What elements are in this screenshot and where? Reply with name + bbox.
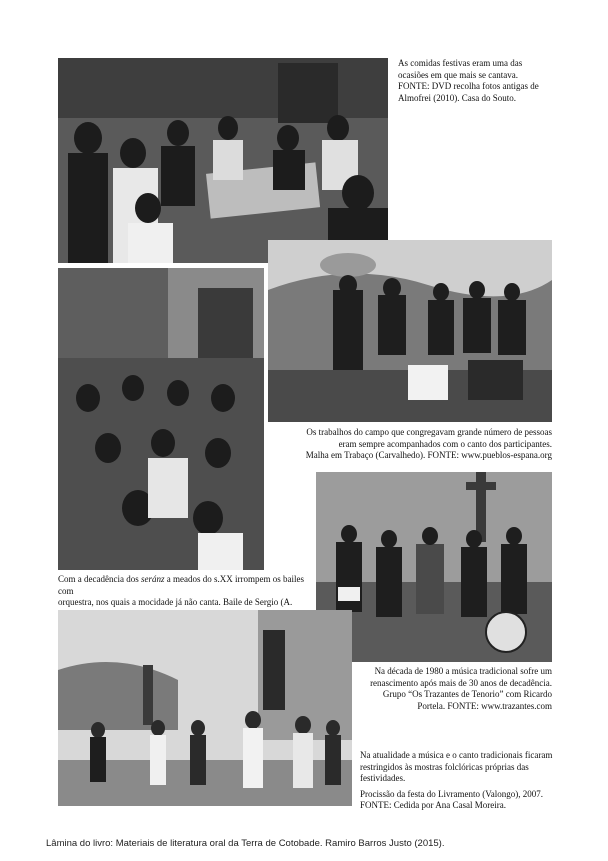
caption-line-suffix: a meados do s.XX irrompem os bailes com xyxy=(58,574,304,596)
caption-term: seránz xyxy=(140,574,165,584)
page-footer: Lâmina do livro: Materiais de literatura oral da Terra de Cotobade. Ramiro Barros Justo (2015). xyxy=(46,838,445,849)
caption-source: Portela. FONTE: www.trazantes.com xyxy=(417,700,552,711)
caption-festive-meal xyxy=(398,58,578,104)
caption-line: orquestra, nos quais a mocidade já não canta. Baile de Sergio (A. xyxy=(58,597,293,607)
photo-procession xyxy=(58,610,352,806)
caption-line: Na atualidade a música e o canto tradicionais ficaram xyxy=(360,750,553,760)
photo-field-work xyxy=(268,240,552,422)
caption-line: Na década de 1980 a música tradicional sofre um xyxy=(374,666,552,676)
caption-line-prefix: Com a decadência dos xyxy=(58,574,141,584)
caption-source: Almofrei (2010). Casa do Souto. xyxy=(398,92,516,103)
caption-line: Os trabalhos do campo que congregavam grande número de pessoas xyxy=(306,427,552,437)
caption-source: Grupo “Os Trazantes de Tenorio” com Ricardo xyxy=(382,689,552,699)
photo-festive-meal xyxy=(58,58,388,263)
caption-source: Procissão da festa do Livramento (Valongo), 2007. xyxy=(360,788,543,799)
caption-field-work xyxy=(270,427,552,462)
caption-source: Malha em Trabaço (Carvalhedo). FONTE: www.pueblos-espana.org xyxy=(305,450,552,460)
caption-line: festividades. xyxy=(360,773,406,783)
photo-dances xyxy=(58,268,264,570)
caption-line: As comidas festivas eram uma das xyxy=(398,58,523,68)
caption-line: eram sempre acompanhados com o canto dos participantes. xyxy=(338,438,552,449)
caption-source: FONTE: Cedida por Ana Casal Moreira. xyxy=(360,800,506,810)
caption-line xyxy=(58,574,320,597)
caption-line: restringidos às mostras folclóricas próprias das xyxy=(360,761,529,772)
caption-procession xyxy=(360,750,560,812)
caption-line: ocasiões em que mais se cantava. xyxy=(398,69,518,80)
caption-source: FONTE: DVD recolha fotos antigas de xyxy=(398,81,539,91)
caption-line: renascimento após mais de 30 anos de decadência. xyxy=(370,677,552,688)
